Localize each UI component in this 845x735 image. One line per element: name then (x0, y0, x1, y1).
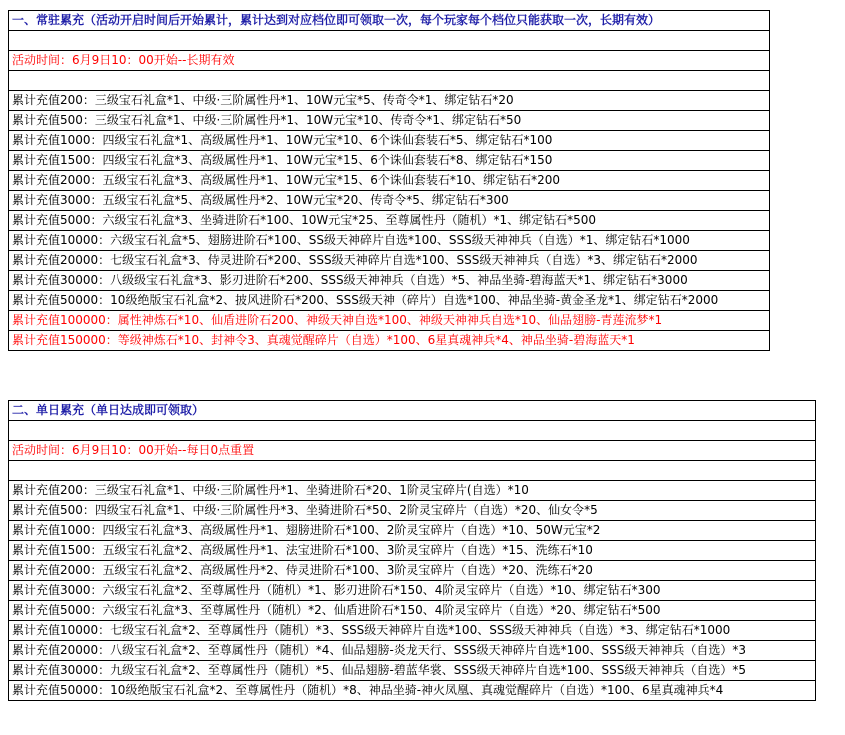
reward-tier: 累计充值1000：四级宝石礼盒*3、高级属性丹*1、翅膀进阶石*100、2阶灵宝碎片（自选）*10、50W元宝*2 (9, 521, 816, 541)
table-row (9, 541, 816, 561)
reward-tier: 累计充值50000：10级绝版宝石礼盒*2、披风进阶石*200、SSS级天神（碎片）自选*100、神品坐骑-黄金圣龙*1、绑定钻石*2000 (9, 291, 770, 311)
reward-tier: 累计充值50000：10级绝版宝石礼盒*2、至尊属性丹（随机）*8、神品坐骑-神火凤凰、真魂觉醒碎片（自选）*100、6星真魂神兵*4 (9, 681, 816, 701)
daily-recharge-table (8, 400, 816, 701)
table-row (9, 51, 770, 71)
reward-tier: 累计充值10000：七级宝石礼盒*2、至尊属性丹（随机）*3、SSS级天神碎片自选*100、SSS级天神神兵（自选）*3、绑定钻石*1000 (9, 621, 816, 641)
reward-tier: 累计充值3000：六级宝石礼盒*2、至尊属性丹（随机）*1、影刃进阶石*150、4阶灵宝碎片（自选）*10、绑定钻石*300 (9, 581, 816, 601)
reward-tier: 累计充值10000：六级宝石礼盒*5、翅膀进阶石*100、SS级天神碎片自选*100、SSS级天神神兵（自选）*1、绑定钻石*1000 (9, 231, 770, 251)
table-row (9, 661, 816, 681)
activity-time: 活动时间：6月9日10：00开始--每日0点重置 (9, 441, 816, 461)
table-row (9, 171, 770, 191)
reward-tier: 累计充值200：三级宝石礼盒*1、中级·三阶属性丹*1、10W元宝*5、传奇令*1、绑定钻石*20 (9, 91, 770, 111)
table-row (9, 131, 770, 151)
reward-tier: 累计充值500：三级宝石礼盒*1、中级·三阶属性丹*1、10W元宝*10、传奇令*1、绑定钻石*50 (9, 111, 770, 131)
reward-tier: 累计充值1000：四级宝石礼盒*1、高级属性丹*1、10W元宝*10、6个诛仙套装石*5、绑定钻石*100 (9, 131, 770, 151)
table-row (9, 271, 770, 291)
reward-tier: 累计充值2000：五级宝石礼盒*2、高级属性丹*2、侍灵进阶石*100、3阶灵宝碎片（自选）*20、洗练石*20 (9, 561, 816, 581)
table-row (9, 151, 770, 171)
table-row (9, 331, 770, 351)
table-row (9, 521, 816, 541)
table-row (9, 601, 816, 621)
table-row (9, 561, 816, 581)
reward-tier: 累计充值500：四级宝石礼盒*1、中级·三阶属性丹*3、坐骑进阶石*50、2阶灵宝碎片（自选）*20、仙女令*5 (9, 501, 816, 521)
reward-tier-highlight: 累计充值150000：等级神炼石*10、封神令3、真魂觉醒碎片（自选）*100、6星真魂神兵*4、神品坐骑-碧海蓝天*1 (9, 331, 770, 351)
reward-tier: 累计充值3000：五级宝石礼盒*5、高级属性丹*2、10W元宝*20、传奇令*5、绑定钻石*300 (9, 191, 770, 211)
empty-cell (9, 461, 816, 481)
reward-tier: 累计充值20000：七级宝石礼盒*3、侍灵进阶石*200、SSS级天神碎片自选*100、SSS级天神神兵（自选）*3、绑定钻石*2000 (9, 251, 770, 271)
table-row (9, 111, 770, 131)
reward-tier: 累计充值30000：九级宝石礼盒*2、至尊属性丹（随机）*5、仙品翅膀-碧蓝华裳、SSS级天神碎片自选*100、SSS级天神神兵（自选）*5 (9, 661, 816, 681)
table-row (9, 291, 770, 311)
table-row (9, 501, 816, 521)
table-row (9, 401, 816, 421)
table-row (9, 641, 816, 661)
table-row (9, 91, 770, 111)
empty-cell (9, 71, 770, 91)
table-row (9, 191, 770, 211)
reward-tier: 累计充值5000：六级宝石礼盒*3、至尊属性丹（随机）*2、仙盾进阶石*150、4阶灵宝碎片（自选）*20、绑定钻石*500 (9, 601, 816, 621)
table-row (9, 681, 816, 701)
table-row (9, 461, 816, 481)
table-row (9, 251, 770, 271)
table-row (9, 421, 816, 441)
table-row (9, 621, 816, 641)
table-row (9, 11, 770, 31)
section-title: 二、单日累充（单日达成即可领取） (9, 401, 816, 421)
activity-time: 活动时间：6月9日10：00开始--长期有效 (9, 51, 770, 71)
table-row (9, 311, 770, 331)
table-row (9, 481, 816, 501)
permanent-recharge-table (8, 10, 770, 351)
empty-cell (9, 421, 816, 441)
empty-cell (9, 31, 770, 51)
table-row (9, 441, 816, 461)
reward-tier: 累计充值1500：五级宝石礼盒*2、高级属性丹*1、法宝进阶石*100、3阶灵宝碎片（自选）*15、洗练石*10 (9, 541, 816, 561)
reward-tier: 累计充值20000：八级宝石礼盒*2、至尊属性丹（随机）*4、仙品翅膀-炎龙天行、SSS级天神碎片自选*100、SSS级天神神兵（自选）*3 (9, 641, 816, 661)
section-title: 一、常驻累充（活动开启时间后开始累计，累计达到对应档位即可领取一次，每个玩家每个档位只能获取一次，长期有效） (9, 11, 770, 31)
reward-tier: 累计充值2000：五级宝石礼盒*3、高级属性丹*1、10W元宝*15、6个诛仙套装石*10、绑定钻石*200 (9, 171, 770, 191)
reward-tier: 累计充值30000：八级级宝石礼盒*3、影刃进阶石*200、SSS级天神神兵（自选）*5、神品坐骑-碧海蓝天*1、绑定钻石*3000 (9, 271, 770, 291)
reward-tier: 累计充值1500：四级宝石礼盒*3、高级属性丹*1、10W元宝*15、6个诛仙套装石*8、绑定钻石*150 (9, 151, 770, 171)
table-row (9, 71, 770, 91)
table-row (9, 31, 770, 51)
reward-tier: 累计充值200：三级宝石礼盒*1、中级·三阶属性丹*1、坐骑进阶石*20、1阶灵宝碎片(自选）*10 (9, 481, 816, 501)
table-row (9, 211, 770, 231)
reward-tier-highlight: 累计充值100000：属性神炼石*10、仙盾进阶石200、神级天神自选*100、神级天神神兵自选*10、仙品翅膀-青莲流梦*1 (9, 311, 770, 331)
reward-tier: 累计充值5000：六级宝石礼盒*3、坐骑进阶石*100、10W元宝*25、至尊属性丹（随机）*1、绑定钻石*500 (9, 211, 770, 231)
table-row (9, 231, 770, 251)
table-row (9, 581, 816, 601)
